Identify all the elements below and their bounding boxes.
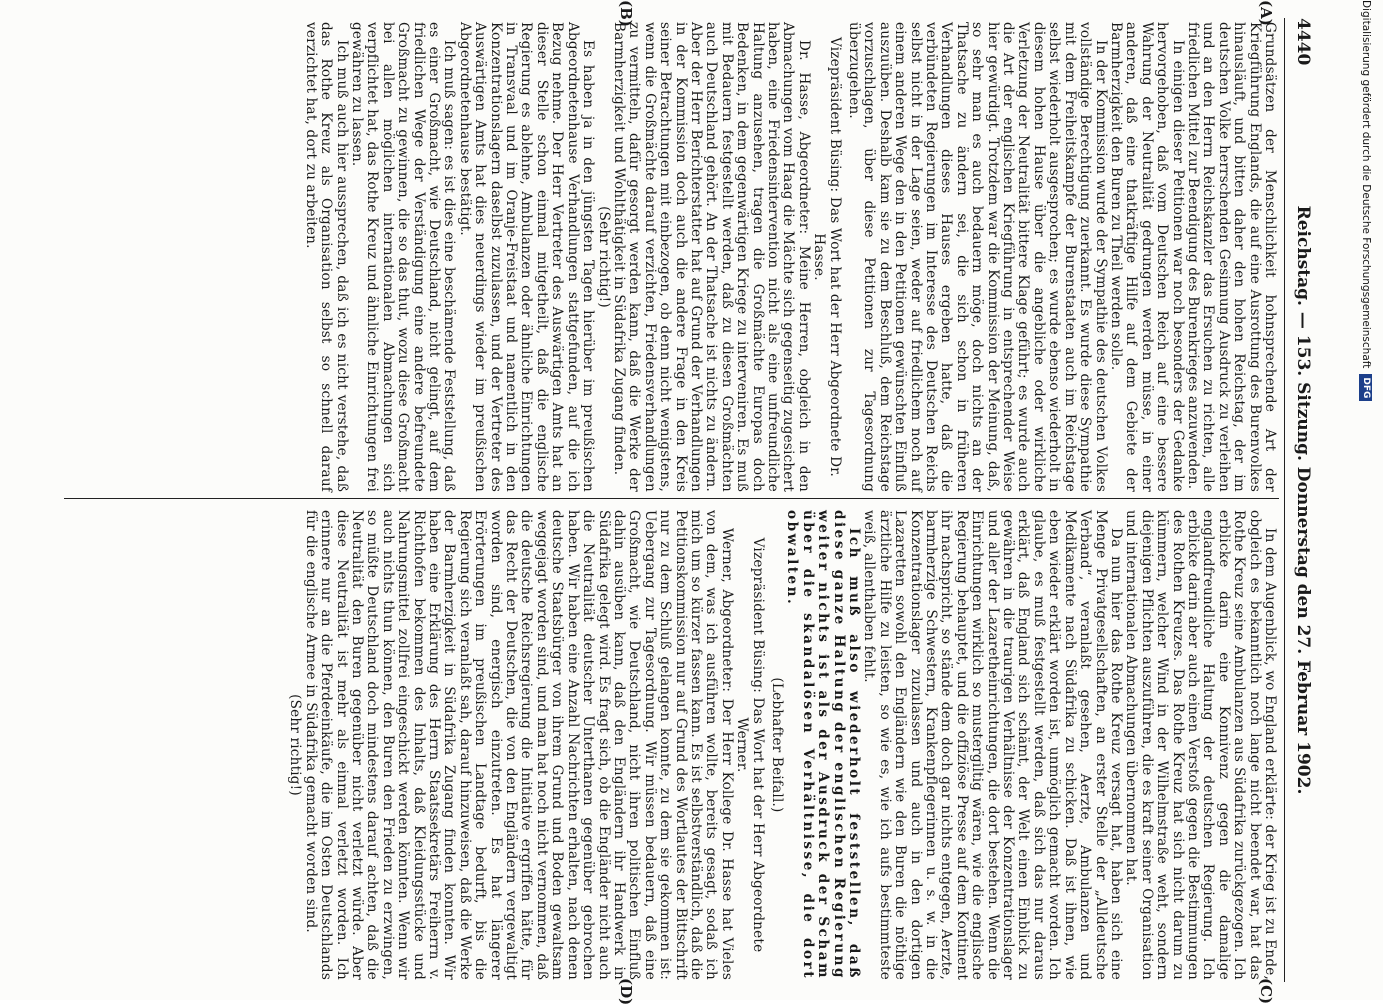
rotated-document <box>60 0 1325 1005</box>
paragraph: In der Kommission wurde der Sympathie des deutschen Volkes vollständige Berechtigung zuerkannt. Es wurde diese Sympathie mit dem Freiheitskampfe der Burenstaaten auch im Reichstage selbst wiederholt ausgesprochen; es wurde ebenso wiederholt in diesem hohen Hause über die angebliche oder wirkliche Verletzung der Neutralität bittere Klage geführt; es wurde auch die Art der englischen Kriegführung in entsprechender Weise hier gewürdigt. Trotzdem war die Kommission der Meinung, daß, so sehr man es auch bedauern möge, doch nichts an der Thatsache zu ändern sei, die sich schon in früheren Verhandlungen dieses Hauses ergeben hatte, daß die verbündeten Regierungen im Interesse des Deutschen Reichs selbst nicht in der Lage seien, weder auf friedlichem noch auf einem anderen Wege den in den Petitionen gewünschten Einfluß auszuüben. Deshalb kam sie zu dem Beschluß, dem Reichstage vorzuschlagen, über diese Petitionen zur Tagesordnung überzugehen. <box>846 22 1109 492</box>
right-column <box>287 510 1277 980</box>
page-number: 4440 <box>1293 18 1313 66</box>
interjection: (Sehr richtig!) <box>595 206 612 308</box>
speech-paragraph: Es haben ja in den jüngsten Tagen hierüber im preußischen Abgeordnetenhause Verhandlungen stattgefunden, auf die ich Bezug nehme. Der Herr Vertreter des Auswärtigen Amts hat an dieser Stelle schon einmal mitgetheilt, daß die englische Regierung es ablehne, Ambulanzen oder ähnliche Einrichtungen in Transvaal und im Oranje-Freistaat und namentlich in den Konzentrationslagern daselbst zuzulassen, und der Vertreter des Auswärtigen Amts hat dies neuerdings wieder im preußischen Abgeordnetenhause bestätigt. <box>456 22 597 492</box>
session-title: Reichstag. — 153. Sitzung. Donnerstag den 27. Februar 1902. <box>1293 205 1313 795</box>
paragraph: In einigen dieser Petitionen war noch besonders der Gedanke hervorgehoben, daß vom Deutschen Reich auf eine bessere Wahrung der Neutralität gedrungen werden müsse, in einer anderen, daß eine thatkräftige Hilfe auf dem Gebiete der Barmherzigkeit den Buren zu Theil werden solle. <box>1107 22 1186 492</box>
header-rule <box>1284 18 1285 982</box>
speaker-announcement: Vizepräsident Büsing: Das Wort hat der Herr Abgeordnete Dr. Hasse. <box>811 36 843 477</box>
speech-paragraph-emphasis: Ich muß also wiederholt feststellen, daß diese ganze Haltung der englischen Regierung weiter nichts ist als der Ausdruck der Scham über die skandalösen Verhältnisse, die dort obwalten. <box>784 510 863 980</box>
interjection: (Lebhafter Beifall.) <box>769 677 785 813</box>
speech-paragraph: Dr. Hasse, Abgeordneter: Meine Herren, obgleich in den Abmachungen vom Haag die Mächte sich gegenseitig zugesichert haben, eine Friedensintervention nicht als eine unfreundliche Haltung anzusehen, tragen die Großmächte Europas doch Bedenken, in dem gegenwärtigen Kriege zu interveniren. Es muß mit Bedauern festgestellt werden, daß zu diesen Großmächten auch Deutschland gehört. An der Thatsache ist nichts zu ändern. Aber der Herr Berichterstatter hat auf Grund der Verhandlungen in der Kommission doch auch die andere Frage in den Kreis seiner Betrachtungen mit einbezogen, ob denn nicht wenigstens, wenn die Großmächte darauf verzichten, Friedensverhandlungen zu vermitteln, dafür gesorgt werden kann, daß die Werke der Barmherzigkeit und Wohlthätigkeit in Südafrika Zugang finden. <box>610 22 812 492</box>
margin-mark-d: (D) <box>617 978 635 1005</box>
column-divider <box>64 498 1279 499</box>
speech-paragraph: Ich muß auch hier aussprechen, daß ich es nicht verstehe, daß das Rothe Kreuz als Organisation selbst so schnell darauf verzichtet hat, dort zu arbeiten. <box>302 22 350 492</box>
digitization-credit <box>1356 0 1376 1000</box>
margin-mark-c: (C) <box>1257 978 1275 1005</box>
paragraph: Grundsätzen der Menschlichkeit hohnsprechende Art der Kriegführung Englands, die auf eine Ausrottung des Burenvolkes hinausläuft, und bitten daher den hohen Reichstag, der im deutschen Volke herrschenden Gesinnung Ausdruck zu verleihen und an den Herrn Reichskanzler das Ersuchen zu richten, alle friedlichen Mittel zur Beendigung des Burenkrieges anzuwenden. <box>1184 22 1278 492</box>
speech-paragraph: Ich muß sagen: es ist dies eine beschämende Feststellung, daß es einer Großmacht, wie Deutschland, nicht gelingt, auf dem friedlichen Wege der Verständigung eine andere befreundete Großmacht zu gewinnen, die so das thut, wozu diese Großmacht bei allen möglichen internationalen Abmachungen sich verpflichtet hat, das Rothe Kreuz und ähnliche Einrichtungen frei gewähren zu lassen. <box>349 22 458 492</box>
dfg-logo: DFG <box>1360 374 1373 401</box>
left-column <box>302 22 1277 492</box>
speech-paragraph: Werner, Abgeordneter: Der Herr Kollege Dr. Hasse hat Vieles von dem, was ich ausführen wollte, bereits gesagt, sodaß ich mich um so kürzer fassen kann. Es ist selbstverständlich, daß die Petitionskommission nur auf Grund des Wortlautes der Bittschrift nur zu dem Schluß gelangen konnte, zu dem sie gekommen ist: Uebergang zur Tagesordnung. Wir müssen bedauern, daß eine Großmacht, wie Deutschland, nicht ihren politischen Einfluß dahin ausüben kann, daß den Engländern ihr Handwerk in Südafrika gelegt wird. Es fragt sich, ob die Engländer nicht auch die Neutralität deutscher Unterthanen gegenüber gebrochen haben. Wir haben eine Anzahl Nachrichten erhalten, nach denen deutsche Staatsbürger von ihrem Grund und Boden gewaltsam weggejagt worden sind, und man hat noch nicht vernommen, daß die deutsche Reichsregierung die Initiative ergriffen hätte, für das Recht der Deutschen, die von den Engländern vergewaltigt worden sind, energisch einzutreten. Es hat längerer Erörterungen im preußischen Landtage bedurft, bis die Regierung sich veranlaßt sah, darauf hinzuweisen, daß die Werke der Barmherzigkeit in Südafrika Zugang finden konnten. Wir haben eine Erklärung des Herrn Staatssekretärs Freiherrn v. Richthofen bekommen des Inhalts, daß Kleidungsstücke und Nahrungsmittel zollfrei eingeschickt werden könnten. Wenn wir auch nichts thun können, den Buren den Frieden zu erzwingen, so müßte Deutschland doch mindestens darauf achten, daß die Neutralität den Buren gegenüber nicht verletzt würde. Aber diese Neutralität ist mehr als einmal verletzt worden. Ich erinnere nur an die Pferdeeinkäufe, die im Osten Deutschlands für die englische Armee in Südafrika gemacht worden sind. <box>302 510 735 980</box>
speech-paragraph: In dem Augenblick, wo England erklärte: der Krieg ist zu Ende, obgleich es bekanntlich noch lange nicht beendet war, hat das Rothe Kreuz seine Ambulanzen aus Südafrika zurückgezogen. Ich erblicke darin eine Konnivenz gegen die damalige englandfreundliche Haltung der deutschen Regierung. Ich erblicke darin aber auch einen Verstoß gegen die Bestimmungen des Rothen Kreuzes. Das Rothe Kreuz hat sich nicht darum zu kümmern, welcher Wind in der Wilhelmstraße weht, sondern diejenigen Pflichten auszuführen, die es kraft seiner Organisation und internationalen Abmachungen übernommen hat. <box>1123 510 1278 980</box>
margin-mark-b: (B) <box>617 0 635 27</box>
interjection: (Sehr richtig!) <box>287 694 304 796</box>
speech-paragraph: Da nun hier das Rothe Kreuz versagt hat, haben sich eine Menge Privatgesellschaften, an erster Stelle der „Alldeutsche Verband“, veranlaßt gesehen, Aerzte, Ambulanzen und Medikamente nach Südafrika zu schicken. Daß ist ihnen, wie eben wieder erklärt worden ist, unmöglich gemacht worden. Ich glaube, es muß festgestellt werden, daß sich das nur daraus erklärt, daß England sich schämt, der Welt einen Einblick zu gewähren in die traurigen Verhältnisse der Konzentrationslager und aller der Lazaretheinrichtungen, die dort bestehen. Wenn die Einrichtungen wirklich so mustergiltig wären, wie die englische Regierung behauptet, und die offiziöse Presse auf dem Kontinent ihr nachspricht, so stände dem doch gar nichts entgegen, Aerzte, barmherzige Schwestern, Krankenpflegerinnen u. s. w. in die Konzentrationslager zuzulassen und auch in den dortigen Lazaretten sowohl den Engländern wie den Buren die nöthige ärztliche Hilfe zu leisten, so wie es, wie ich aufs bestimmteste weiß, allenthalben fehlt. <box>861 510 1124 980</box>
page-header <box>1287 18 1317 982</box>
margin-mark-a: (A) <box>1257 0 1275 26</box>
credit-text: Digitalisierung gefördert durch die Deutsche Forschungsgemeinschaft <box>1360 0 1372 369</box>
speaker-announcement: Vizepräsident Büsing: Das Wort hat der Herr Abgeordnete Werner. <box>734 537 766 953</box>
